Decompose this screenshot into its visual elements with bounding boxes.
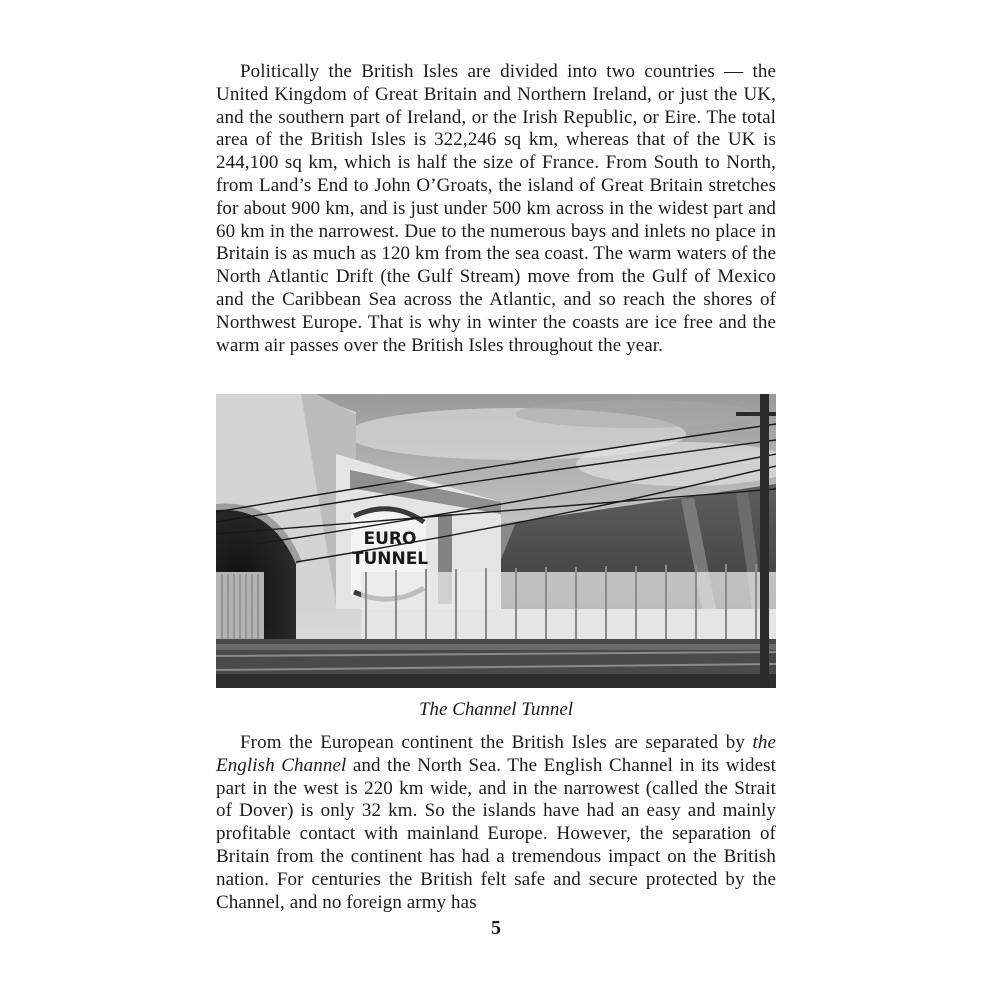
- photo-caption: The Channel Tunnel: [418, 699, 574, 720]
- eurotunnel-sign-line1: EURO: [363, 529, 417, 549]
- paragraph2-intro: From the European continent the British Isles are separated by: [240, 732, 753, 753]
- paragraph2-rest: and the North Sea. The English Channel in its widest part in the west is 220 km wide, and in the narrowest (called the Strait of Dover) is only 32 km. So the islands have had an easy and mainly profitable contact with mainland Europe. However, the separation of Britain from the continent has had a tremendous impact on the British nation. For centuries the British felt safe and secure protected by the Channel, and no foreign army has: [216, 754, 776, 913]
- english-channel-emphasis: the English Channel: [216, 732, 776, 776]
- page-number: 5: [491, 917, 501, 939]
- body-paragraph-1: Politically the British Isles are divided into two countries — the United Kingdom of Great Britain and Northern Ireland, or just the UK, and the southern part of Ireland, or the Irish Republic, or Eire. The total area of the British Isles is 322,246 sq km, whereas that of the UK is 244,100 sq km, which is half the size of France. From South to North, from Land’s End to John O’Groats, the island of Great Britain stretches for about 900 km, and is just under 500 km across in the widest part and 60 km in the narrowest. Due to the numerous bays and inlets no place in Britain is as much as 120 km from the sea coast. The warm waters of the North Atlantic Drift (the Gulf Stream) move from the Gulf of Mexico and the Caribbean Sea across the Atlantic, and so reach the shores of Northwest Europe. That is why in winter the coasts are ice free and the warm air passes over the British Isles throughout the year.: [216, 61, 776, 356]
- channel-tunnel-photo-graphic: [216, 394, 776, 688]
- eurotunnel-sign-line2: TUNNEL: [351, 549, 429, 569]
- body-paragraph-2: [216, 732, 776, 914]
- channel-tunnel-photo: [216, 394, 776, 688]
